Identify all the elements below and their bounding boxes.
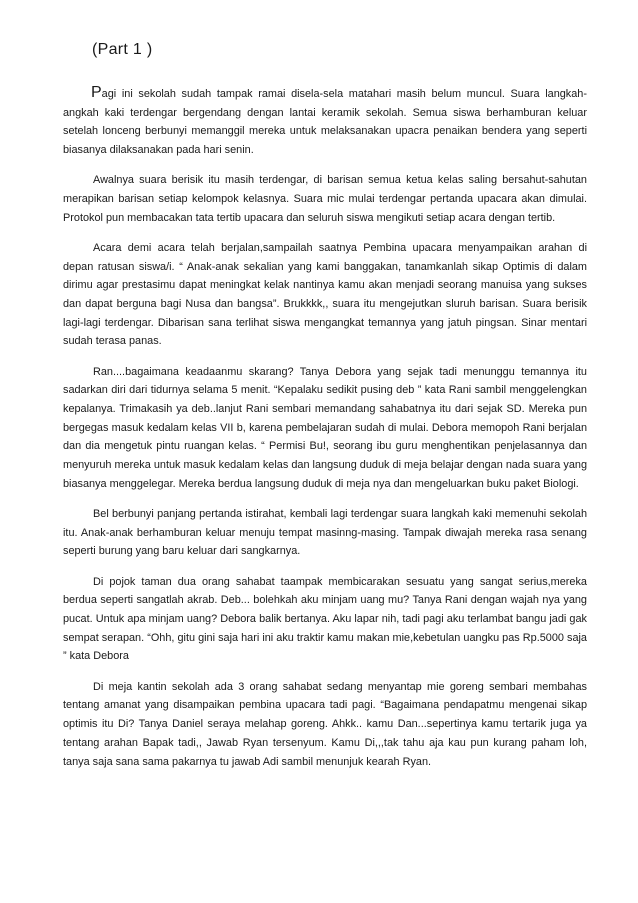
paragraph-2: Awalnya suara berisik itu masih terdengar, di barisan semua ketua kelas saling bersahut-sahutan merapikan barisan setiap kelompok kelasnya. Suara mic mulai terdengar pertanda upacara akan dimulai. Protokol pun membacakan tata tertib upacara dan seluruh siswa mengikuti setiap acara dengan tertib. [63,174,587,224]
part-heading: (Part 1 ) [92,41,153,58]
paragraph-1-text: agi ini sekolah sudah tampak ramai disela-sela matahari masih belum muncul. Suara langkah-angkah kaki terdengar bergendang dengan lantai keramik sekolah. Semua siswa berhamburan keluar setelah lonceng berbunyi memanggil mereka untuk melaksanakan upacra penaikan bendera yang seperti biasanya dilaksanakan pada hari senin. [63,88,587,157]
paragraph-6: Di pojok taman dua orang sahabat taampak membicarakan sesuatu yang sangat serius,mereka berdua seperti sangatlah akrab. Deb... bolehkah aku minjam uang mu? Tanya Rani dengan wajah nya yang pucat. Untuk apa minjam uang? Debora balik bertanya. Aku lapar nih, tadi pagi aku terlambat bangu jadi gak sempat serapan. “Ohh, gitu gini saja hari ini aku traktir kamu makan mie,kebetulan uangku pas Rp.5000 saja ” kata Debora [63,575,587,663]
paragraph-4: Ran....bagaimana keadaanmu skarang? Tanya Debora yang sejak tadi menunggu temannya itu sadarkan diri dari tidurnya selama 5 menit. “Kepalaku sedikit pusing deb ” kata Rani sambil menggelengkan kepalanya. Trimakasih ya deb..lanjut Rani sembari memandang sahabatnya itu dari sejak SD. Mereka pun bergegas masuk kedalam kelas VII b, karena pembelajaran sudah di mulai. Debora memopoh Rani berjalan dan dia mengetuk pintu ruangan kelas. “ Permisi Bu!, seorang ibu guru menghentikan penjelasannya dan menyuruh mereka untuk masuk kedalam kelas dan langsung duduk di meja belajar dengan nada suara yang biasanya menggelegar. Mereka berdua langsung duduk di meja nya dan mengeluarkan buku paket Biologi. [63,365,587,490]
paragraph-7: Di meja kantin sekolah ada 3 orang sahabat sedang menyantap mie goreng sembari membahas tentang amanat yang disampaikan pembina upacara tadi pagi. “Bagaimana pendapatmu mengenai sikap optimis itu Di? Tanya Daniel seraya melahap goreng. Ahkk.. kamu Dan...sepertinya kamu tertarik juga ya tentang arahan Bapak tadi,, Jawab Ryan tersenyum. Kamu Di,,,tak tahu aja kau pun kurang paham loh, tanya saja sana sama pakarnya tu jawab Adi sambil menunjuk kearah Ryan. [63,680,587,768]
paragraph-5: Bel berbunyi panjang pertanda istirahat, kembali lagi terdengar suara langkah kaki memenuhi sekolah itu. Anak-anak berhamburan keluar menuju tempat masinng-masing. Tampak diwajah mereka rasa senang seperti burung yang baru keluar dari sangkarnya. [63,508,587,558]
story-body [63,85,587,783]
initial-letter: P [91,84,102,101]
paragraph-3: Acara demi acara telah berjalan,sampailah saatnya Pembina upacara menyampaikan arahan di depan ratusan siswa/i. “ Anak-anak sekalian yang kami banggakan, tanamkanlah sikap Optimis di dalam dirimu agar prestasimu dapat meningkat kelak nantinya kamu akan menjadi seorang manuisa yang sukses dan dapat berguna bagi Nusa dan bangsa”. Brukkkk,, suara itu mengejutkan sluruh barisan. Suara berisik lagi-lagi terdengar. Dibarisan sana terlihat siswa mengangkat temannya yang jatuh pingsan. Sinar mentari sudah terasa panas. [63,241,587,348]
paragraph-1 [63,85,587,160]
